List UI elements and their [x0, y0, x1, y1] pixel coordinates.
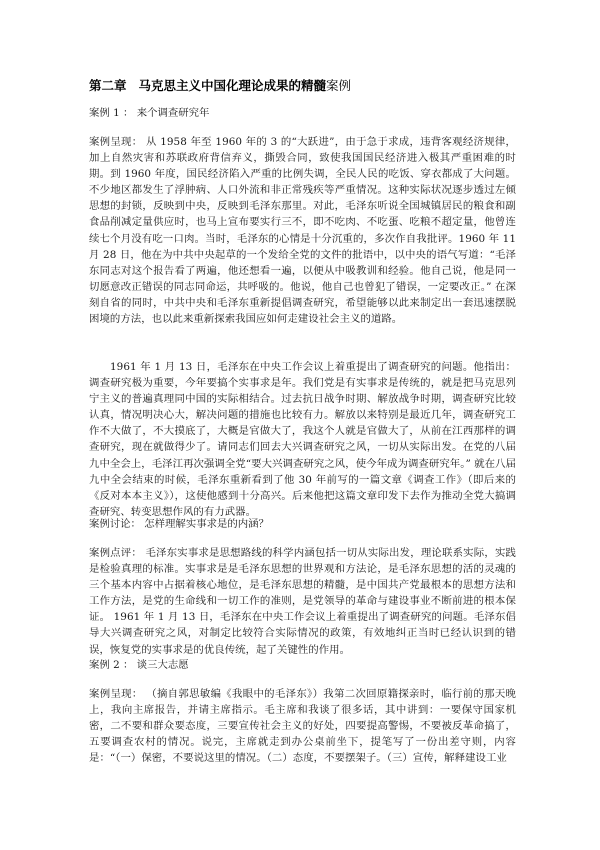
case1-heading: 案例 1 ： 来个调查研究年 [89, 107, 210, 119]
case1-presentation-p2-text: 1961 年 1 月 13 日，毛泽东在中央工作会议上着重提出了调查研究的问题。他指出：调查研究极为重要，今年要搞个实事求是年。我们党是有实事求是传统的，就是把马克思列宁主义的普遍真理同中国的实际相结合。过去抗日战争时期、解放战争时期，调查研究比较认真，情况明决心大，解决问题的措施也比较有力。解放以来特别是最近几年，调查研究工作不大做了，不大摸底了，大概是官做大了，我这个人就是官做大了，从前在江西那样的调查研究，现在就做得少了。请同志们回去大兴调查研究之风，一切从实际出发。在党的八届九中全会上，毛泽江再次强调全党“要大兴调查研究之风，使今年成为调查研究年。” 就在八届九中全会结束的时候，毛泽东重新看到了他 30 年前写的一篇文章《调查工作》（即后来的《反对本本主义》），这使他感到十分高兴。后来他把这篇文章印发下去作为推动全党大搞调查研究、转变思想作风的有力武器。 [89, 361, 516, 518]
case1-commentary [89, 545, 516, 658]
chapter-number: 第二章 [89, 78, 127, 93]
case1-discussion: 案例讨论： 怎样理解实事求是的内涵？ [89, 518, 269, 530]
case1-presentation-p1-text: 案例呈现： 从 1958 年至 1960 年的 3 的“大跃进”，由于急于求成，违背客观经济规律，加上自然灾害和苏联政府背信弃义，撕毁合同，致使我国国民经济进入极其严重困难的时期。到 1960 年度，国民经济陷入严重的比例失调，全民人民的吃饭、穿衣都成了大问题。不少地区都发生了浮肿病、人口外流和非正常残疾等严重情况。这种实际状况逐步透过左倾思想的封锁，反映到中央，反映到毛泽东那里。对此，毛泽东听说全国城镇居民的粮食和副食品削减定量供应时，也马上宣布要实行三不，即不吃肉、不吃蛋、吃粮不超定量，他曾连续七个月没有吃一口肉。当时，毛泽东的心情是十分沉重的，多次作自我批评。1960 年 11 月 28 日，他在为中共中央起草的一个发给全党的文件的批语中，以中央的语气写道：“毛泽东同志对这个报告看了两遍，他还想看一遍，以便从中吸教训和经验。他自己说，他是同一切愿意改正错误的同志同命运，共呼吸的。他说，他自己也曾犯了错误，一定要改正。” 在深刻自省的同时，中共中央和毛泽东重新提倡调查研究，希望能够以此来制定出一套迅速摆脱困境的方法，也以此来重新探索我国应如何走建设社会主义的道路。 [89, 136, 516, 326]
chapter-title [89, 78, 351, 94]
case1-commentary-text: 案例点评： 毛泽东实事求是思想路线的科学内涵包括一切从实际出发，理论联系实际，实践是检验真理的标准。实事求是是毛泽东思想的世界观和方法论，是毛泽东思想的活的灵魂的三个基本内容中占据着核心地位，是毛泽东思想的精髓，是中国共产党最根本的思想方法和工作方法，是党的生命线和一切工作的准则，是党领导的革命与建设事业不断前进的根本保证。 1961 年 1 月 13 日，毛泽东在中央工作会议上着重提出了调查研究的问题。毛泽东倡导大兴调查研究之风，对制定比较符合实际情况的政策，有效地纠正当时已经认识到的错误，恢复党的实事求是的优良传统，起了关键性的作用。 [89, 547, 516, 656]
case2-heading: 案例 2 ： 谈三大志愿 [89, 659, 189, 671]
case2-presentation-text: 案例呈现： （摘自郭思敏编《我眼中的毛泽东》）我第二次回原籍探亲时，临行前的那天晚上，我向主席报告，并请主席指示。毛主席和我谈了很多话，其中讲到：一要保守国家机密，二不要和群众要态度，三要宣传社会主义的好处，四要提高警惕，不要被反革命搞了，五要调查农村的情况。说完，主席就走到办公桌前坐下，提笔写了一份出差守则，内容是：“（一）保密，不要说这里的情况。（二）态度，不要摆架子。（三）宣传，解释建设工业 [89, 688, 516, 765]
case1-presentation-p2 [89, 359, 516, 520]
chapter-title-text: 马克思主义中国化理论成果的精髓 [138, 78, 326, 93]
case2-presentation [89, 686, 516, 766]
chapter-title-suffix: 案例 [325, 78, 351, 93]
case1-presentation-p1 [89, 134, 516, 327]
